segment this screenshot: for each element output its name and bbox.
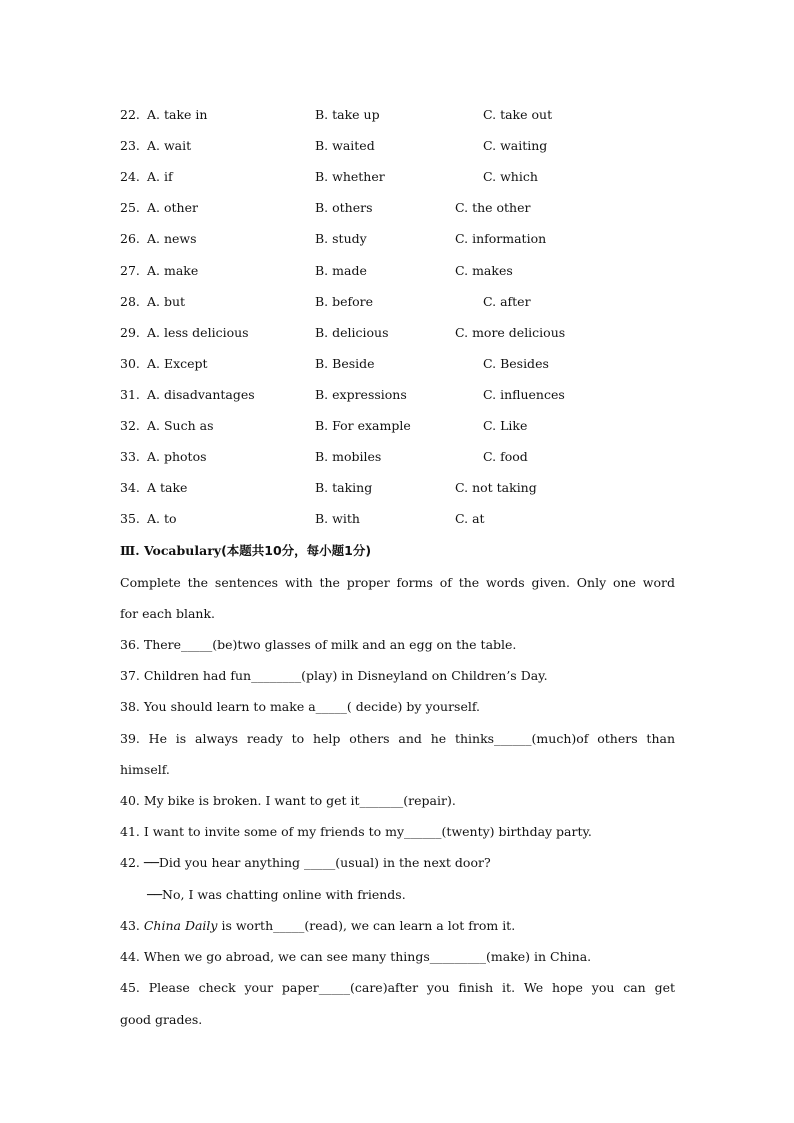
newspaper-title: China Daily xyxy=(143,918,218,933)
option-b: B. mobiles xyxy=(315,449,382,465)
option-c: C. after xyxy=(483,293,531,309)
option-row xyxy=(0,356,794,374)
option-b: B. Beside xyxy=(315,355,375,371)
option-b: B. For example xyxy=(315,418,411,433)
option-a: A. to xyxy=(147,511,177,527)
question-number: 23. xyxy=(120,138,140,154)
question-number: 34. xyxy=(120,480,140,496)
option-row xyxy=(0,200,794,218)
section-heading xyxy=(120,541,371,559)
option-b: B. others xyxy=(315,200,373,216)
option-b: B. waited xyxy=(315,138,375,154)
option-c: C. waiting xyxy=(483,138,548,154)
question-number: 35. xyxy=(120,511,140,527)
option-a: A. take in xyxy=(147,107,208,122)
section-title: Vocabulary xyxy=(143,543,222,558)
option-a: A. disadvantages xyxy=(147,386,255,402)
question-38: 38. You should learn to make a_____( decide) by yourself. xyxy=(120,699,481,714)
question-number: 29. xyxy=(120,324,140,340)
option-row xyxy=(0,387,794,405)
option-b: B. made xyxy=(315,262,367,278)
question-number: 28. xyxy=(120,293,140,309)
option-row xyxy=(0,263,794,281)
question-43 xyxy=(120,918,515,933)
option-row xyxy=(0,294,794,312)
option-c: C. more delicious xyxy=(455,324,566,340)
question-45-cont: good grades. xyxy=(120,1012,203,1027)
option-row xyxy=(0,107,794,125)
section-roman: Ⅲ. xyxy=(120,543,140,558)
question-42: 42. ──Did you hear anything _____(usual) in the next door? xyxy=(120,855,491,870)
option-row xyxy=(0,418,794,436)
question-43-number: 43. xyxy=(120,918,144,933)
question-number: 30. xyxy=(120,355,140,371)
option-b: B. expressions xyxy=(315,386,407,402)
option-b: B. whether xyxy=(315,169,385,185)
option-row xyxy=(0,511,794,529)
option-a: A. news xyxy=(147,231,197,247)
option-b: B. delicious xyxy=(315,324,389,340)
question-43-text: is worth_____(read), we can learn a lot from it. xyxy=(217,918,516,933)
question-44: 44. When we go abroad, we can see many things_________(make) in China. xyxy=(120,949,592,964)
option-a: A. if xyxy=(147,169,173,185)
question-40: 40. My bike is broken. I want to get it_______(repair). xyxy=(120,793,456,808)
option-row xyxy=(0,231,794,249)
option-c: C. food xyxy=(483,449,528,465)
option-c: C. not taking xyxy=(455,480,537,496)
option-b: B. before xyxy=(315,293,374,309)
option-c: C. makes xyxy=(455,262,513,278)
question-number: 33. xyxy=(120,449,140,465)
option-c: C. influences xyxy=(483,386,565,402)
question-39: 39. He is always ready to help others and he thinks______(much)of others than xyxy=(120,731,675,746)
option-a: A take xyxy=(147,480,188,496)
option-c: C. Like xyxy=(483,418,528,433)
question-number: 26. xyxy=(120,231,140,247)
question-number: 27. xyxy=(120,262,140,278)
question-45: 45. Please check your paper_____(care)after you finish it. We hope you can get xyxy=(120,980,675,995)
section-subtitle: (本题共10分，每小题1分) xyxy=(221,543,372,558)
option-c: C. the other xyxy=(455,200,531,216)
option-a: A. wait xyxy=(147,138,192,154)
question-42-answer: ──No, I was chatting online with friends. xyxy=(147,887,406,902)
question-37: 37. Children had fun________(play) in Disneyland on Children’s Day. xyxy=(120,668,548,683)
option-c: C. information xyxy=(455,231,547,247)
option-b: B. take up xyxy=(315,107,380,122)
option-b: B. taking xyxy=(315,480,373,496)
instruction-line-2: for each blank. xyxy=(120,606,216,621)
option-c: C. Besides xyxy=(483,355,549,371)
question-number: 31. xyxy=(120,386,140,402)
question-39-cont: himself. xyxy=(120,762,170,777)
question-number: 25. xyxy=(120,200,140,216)
option-row xyxy=(0,169,794,187)
option-row xyxy=(0,449,794,467)
option-a: A. make xyxy=(147,262,199,278)
option-b: B. study xyxy=(315,231,367,247)
instruction-line-1: Complete the sentences with the proper forms of the words given. Only one word xyxy=(120,575,675,590)
option-a: A. but xyxy=(147,293,186,309)
option-row xyxy=(0,138,794,156)
option-a: A. other xyxy=(147,200,198,216)
question-number: 32. xyxy=(120,418,140,433)
question-number: 24. xyxy=(120,169,140,185)
option-c: C. at xyxy=(455,511,485,527)
option-row xyxy=(0,325,794,343)
option-a: A. photos xyxy=(147,449,207,465)
question-41: 41. I want to invite some of my friends to my______(twenty) birthday party. xyxy=(120,824,592,839)
option-c: C. take out xyxy=(483,107,553,122)
option-row xyxy=(0,480,794,498)
option-b: B. with xyxy=(315,511,360,527)
question-36: 36. There_____(be)two glasses of milk and an egg on the table. xyxy=(120,637,517,652)
option-c: C. which xyxy=(483,169,538,185)
option-a: A. Such as xyxy=(147,418,214,433)
question-number: 22. xyxy=(120,107,140,122)
option-a: A. Except xyxy=(147,355,208,371)
option-a: A. less delicious xyxy=(147,324,249,340)
